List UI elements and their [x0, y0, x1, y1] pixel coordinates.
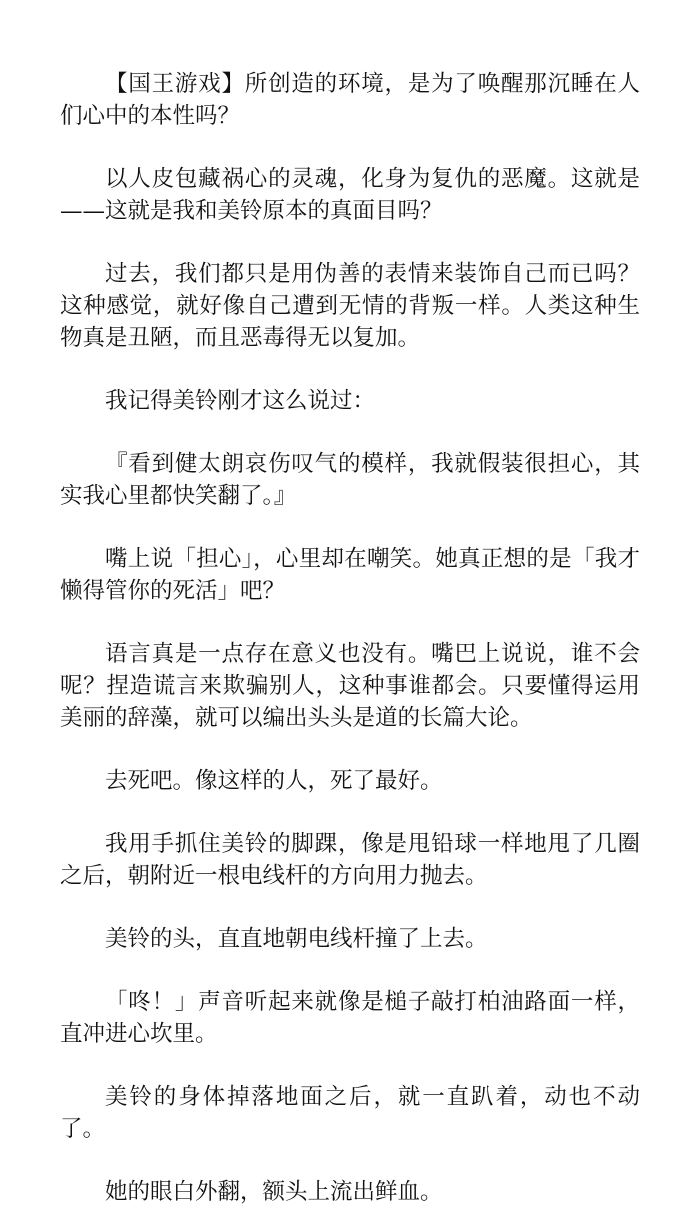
- paragraph: 我记得美铃刚才这么说过：: [105, 388, 376, 414]
- paragraph: 语言真是一点存在意义也没有。嘴巴上说说，谁不会呢？捏造谎言来欺骗别人，这种事谁都会。只要懂得运用美丽的辞藻，就可以编出头头是道的长篇大论。: [60, 641, 640, 731]
- paragraph: 『看到健太朗哀伤叹气的模样，我就假装很担心，其实我心里都快笑翻了。』: [60, 451, 640, 509]
- paragraph: 过去，我们都只是用伪善的表情来装饰自己而已吗？这种感觉，就好像自己遭到无情的背叛一样。人类这种生物真是丑陋，而且恶毒得无以复加。: [60, 261, 640, 351]
- paragraph: 美铃的身体掉落地面之后，就一直趴着，动也不动了。: [60, 1084, 640, 1142]
- paragraph: 去死吧。像这样的人，死了最好。: [105, 768, 443, 794]
- paragraph: 美铃的头，直直地朝电线杆撞了上去。: [105, 926, 488, 952]
- paragraph: 她的眼白外翻，额头上流出鲜血。: [105, 1179, 443, 1205]
- paragraph: 「咚！」声音听起来就像是槌子敲打柏油路面一样，直冲进心坎里。: [60, 989, 640, 1047]
- paragraph: 【国王游戏】所创造的环境，是为了唤醒那沉睡在人们心中的本性吗？: [60, 71, 640, 129]
- paragraph: 以人皮包藏祸心的灵魂，化身为复仇的恶魔。这就是——这就是我和美铃原本的真面目吗？: [60, 166, 640, 224]
- paragraph: 嘴上说「担心」，心里却在嘲笑。她真正想的是「我才懒得管你的死活」吧？: [60, 546, 640, 604]
- paragraph: 我用手抓住美铃的脚踝，像是甩铅球一样地甩了几圈之后，朝附近一根电线杆的方向用力抛去。: [60, 831, 640, 889]
